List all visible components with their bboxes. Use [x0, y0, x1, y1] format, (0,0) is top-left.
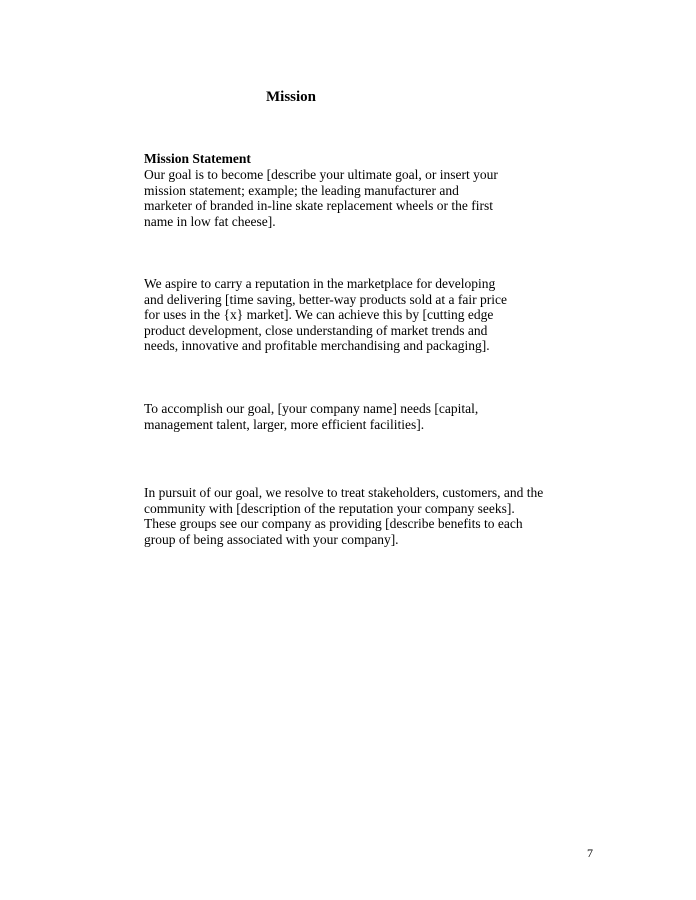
- paragraph-line: management talent, larger, more efficient facilities].: [144, 416, 425, 432]
- page-number: 7: [587, 846, 593, 860]
- paragraph-line: To accomplish our goal, [your company name] needs [capital,: [144, 401, 479, 416]
- paragraph-line: name in low fat cheese].: [144, 213, 276, 229]
- paragraph-line: community with [description of the reputation your company seeks].: [144, 500, 515, 516]
- paragraph-line: group of being associated with your company].: [144, 531, 399, 547]
- section-heading: Mission Statement: [144, 151, 251, 166]
- paragraph-line: We aspire to carry a reputation in the marketplace for developing: [144, 276, 496, 291]
- paragraph-line: marketer of branded in-line skate replacement wheels or the first: [144, 198, 493, 213]
- paragraph-line: These groups see our company as providing [describe benefits to each: [144, 516, 523, 531]
- page-title: Mission: [266, 89, 317, 105]
- paragraph-line: needs, innovative and profitable merchandising and packaging].: [144, 338, 490, 353]
- paragraph-line: mission statement; example; the leading manufacturer and: [144, 182, 459, 198]
- paragraph-line: product development, close understanding of market trends and: [144, 322, 488, 338]
- paragraph-line: Our goal is to become [describe your ultimate goal, or insert your: [144, 167, 498, 182]
- paragraph-line: for uses in the {x} market]. We can achieve this by [cutting edge: [144, 307, 494, 322]
- paragraph-line: and delivering [time saving, better-way products sold at a fair price: [144, 291, 507, 307]
- paragraph-line: In pursuit of our goal, we resolve to treat stakeholders, customers, and the: [144, 485, 544, 500]
